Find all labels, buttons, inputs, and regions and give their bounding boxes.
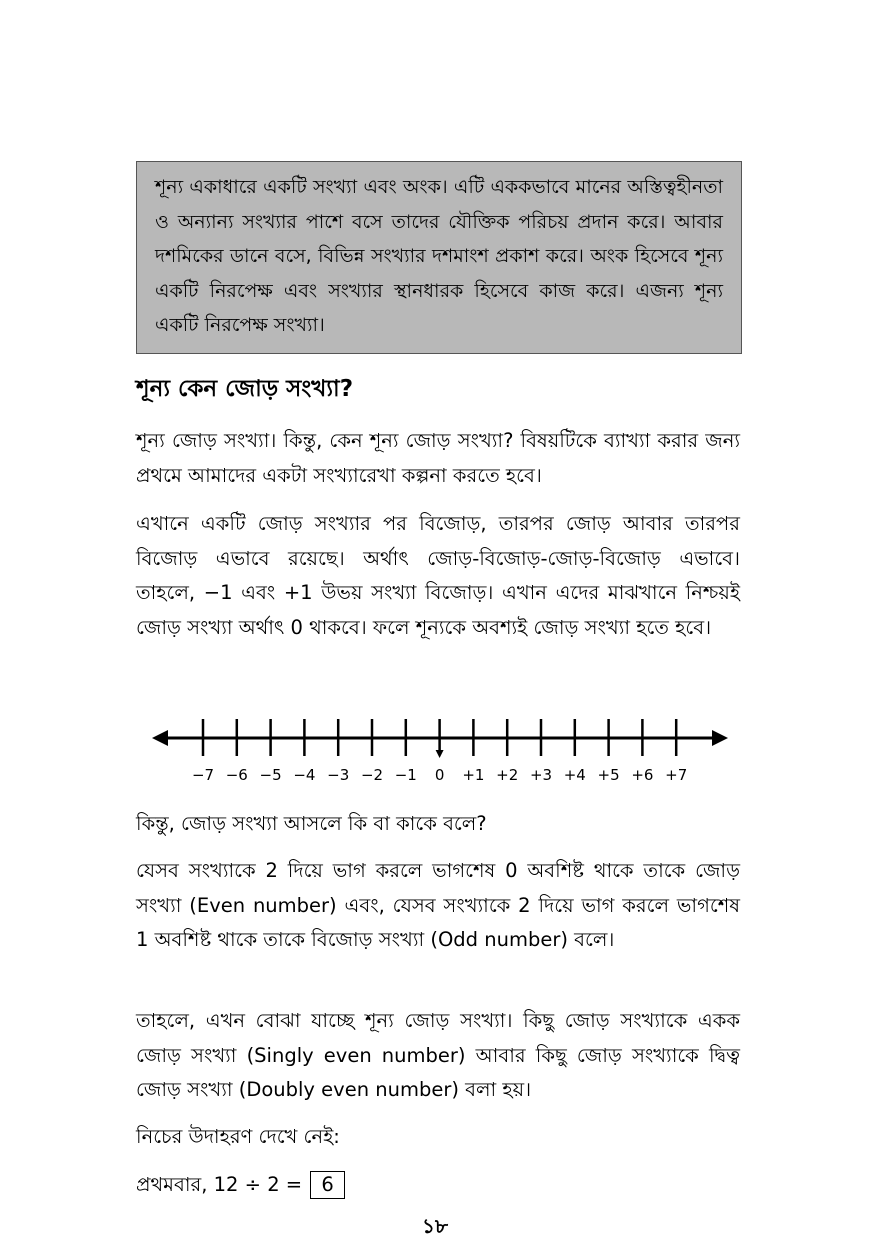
info-box bbox=[136, 161, 742, 354]
paragraph-conclusion: তাহলে, এখন বোঝা যাচ্ছে শূন্য জোড় সংখ্যা। কিছু জোড় সংখ্যাকে একক জোড় সংখ্যা (Singly even number) আবার কিছু জোড় সংখ্যাকে দ্বিত্ব জোড় সংখ্যা (Doubly even number) বলা হয়। bbox=[136, 1009, 740, 1101]
number-line-label: +2 bbox=[496, 766, 519, 784]
number-line-label: −2 bbox=[360, 766, 384, 784]
example-equation bbox=[136, 1170, 345, 1200]
number-line-label: −5 bbox=[259, 766, 282, 784]
paragraph-definition: যেসব সংখ্যাকে 2 দিয়ে ভাগ করলে ভাগশেষ 0 অবশিষ্ট থাকে তাকে জোড় সংখ্যা (Even number) এবং, যেসব সংখ্যাকে 2 দিয়ে ভাগ করলে ভাগশেষ 1 অবশিষ্ট থাকে তাকে বিজোড় সংখ্যা (Odd number) বলে। bbox=[136, 859, 740, 951]
page-number: ১৮ bbox=[422, 1214, 448, 1238]
number-line-label: −4 bbox=[293, 766, 316, 784]
number-line-label: −6 bbox=[225, 766, 248, 784]
number-line-label: +7 bbox=[665, 766, 688, 784]
number-line-label: +3 bbox=[529, 766, 553, 784]
example-answer-box: 6 bbox=[310, 1171, 344, 1199]
number-line-label: +6 bbox=[631, 766, 654, 784]
number-line-label: +1 bbox=[462, 766, 485, 784]
number-line-label: −3 bbox=[327, 766, 350, 784]
number-line-label: −7 bbox=[191, 766, 215, 784]
arrow-right-icon bbox=[712, 730, 728, 746]
section-heading: শূন্য কেন জোড় সংখ্যা? bbox=[136, 376, 354, 402]
number-line bbox=[140, 712, 740, 792]
number-line-label: −1 bbox=[394, 766, 417, 784]
info-box-text: শূন্য একাধারে একটি সংখ্যা এবং অংক। এটি এককভাবে মানের অস্তিত্বহীনতা ও অন্যান্য সংখ্যার পাশে বসে তাদের যৌক্তিক পরিচয় প্রদান করে। আবার দশমিকের ডানে বসে, বিভিন্ন সংখ্যার দশমাংশ প্রকাশ করে। অংক হিসেবে শূন্য একটি নিরপেক্ষ এবং সংখ্যার স্থানধারক হিসেবে কাজ করে। এজন্য শূন্য একটি নিরপেক্ষ সংখ্যা। bbox=[155, 176, 723, 336]
paragraph-intro: শূন্য জোড় সংখ্যা। কিন্তু, কেন শূন্য জোড় সংখ্যা? বিষয়টিকে ব্যাখ্যা করার জন্য প্রথমে আমাদের একটা সংখ্যারেখা কল্পনা করতে হবে। bbox=[136, 429, 740, 487]
number-line-label: +4 bbox=[563, 766, 586, 784]
paragraph-question: কিন্তু, জোড় সংখ্যা আসলে কি বা কাকে বলে? bbox=[136, 812, 487, 835]
paragraph-explanation: এখানে একটি জোড় সংখ্যার পর বিজোড়, তারপর জোড় আবার তারপর বিজোড় এভাবে রয়েছে। অর্থাৎ জোড়-বিজোড়-জোড়-বিজোড় এভাবে। তাহলে, −1 এবং +1 উভয় সংখ্যা বিজোড়। এখান এদের মাঝখানে নিশ্চয়ই জোড় সংখ্যা অর্থাৎ 0 থাকবে। ফলে শূন্যকে অবশ্যই জোড় সংখ্যা হতে হবে। bbox=[136, 512, 740, 639]
paragraph-example-intro: নিচের উদাহরণ দেখে নেই: bbox=[136, 1125, 340, 1148]
zero-pointer-icon bbox=[436, 750, 444, 758]
number-line-label: +5 bbox=[597, 766, 620, 784]
example-prefix: প্রথমবার, 12 ÷ 2 = bbox=[136, 1173, 303, 1196]
arrow-left-icon bbox=[152, 730, 168, 746]
number-line-label: 0 bbox=[434, 766, 445, 784]
